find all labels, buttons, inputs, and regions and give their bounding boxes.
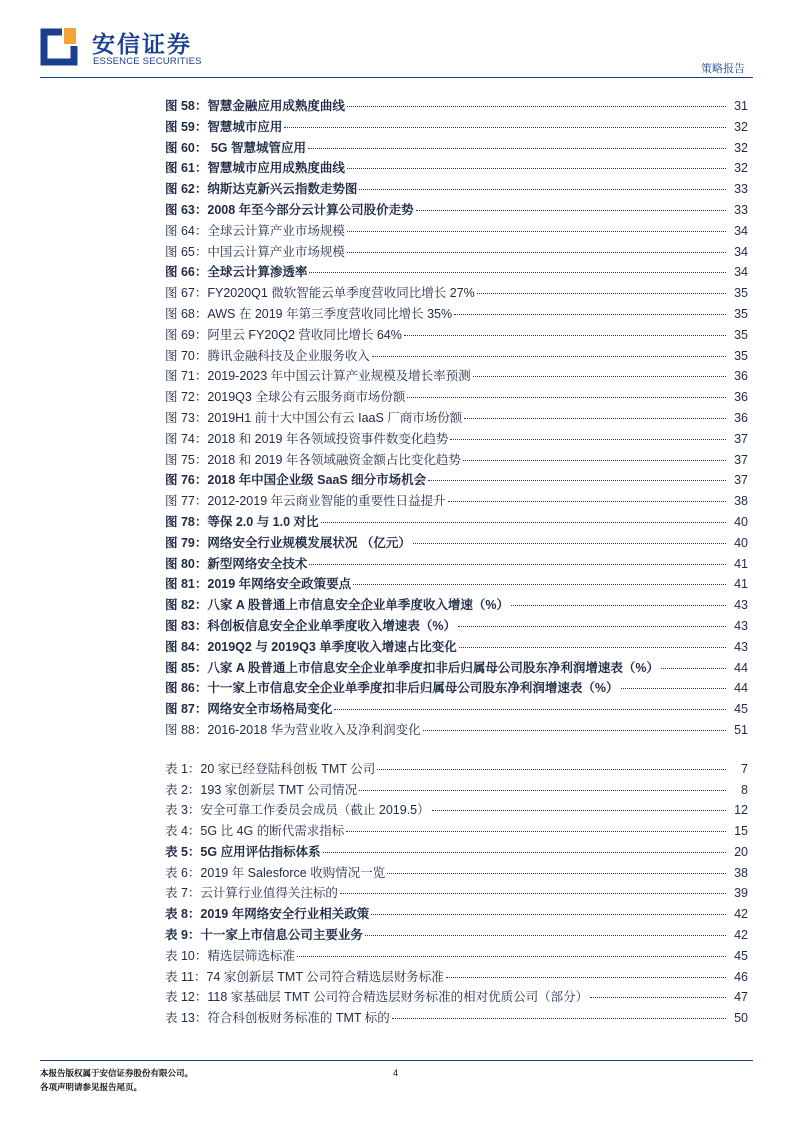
- figure-entry[interactable]: [165, 595, 748, 616]
- dot-leader: [387, 873, 726, 874]
- table-entry-label: 表 1：20 家已经登陆科创板 TMT 公司: [165, 761, 376, 776]
- table-entry-label: 表 2：193 家创新层 TMT 公司情况: [165, 782, 358, 797]
- figure-entry-label: 图 86：十一家上市信息安全企业单季度扣非后归属母公司股东净利润增速表（%）: [165, 681, 619, 696]
- figure-entry-page: 40: [734, 514, 748, 529]
- figure-entry-label: 图 77：2012-2019 年云商业智能的重要性日益提升: [165, 494, 446, 509]
- dot-leader: [428, 480, 726, 481]
- figure-entry-label: 图 63：2008 年至今部分云计算公司股价走势: [165, 202, 414, 217]
- figure-entry-page: 43: [734, 618, 748, 633]
- table-entry-page: 39: [734, 886, 748, 901]
- dot-leader: [377, 769, 726, 770]
- figure-entry[interactable]: [165, 200, 748, 221]
- dot-leader: [416, 210, 726, 211]
- table-entry-page: 8: [741, 782, 748, 797]
- figure-entry[interactable]: [165, 221, 748, 242]
- figure-entry-page: 35: [734, 348, 748, 363]
- figure-entry-page: 32: [734, 140, 748, 155]
- figure-entry-label: 图 59：智慧城市应用: [165, 119, 283, 134]
- dot-leader: [448, 501, 726, 502]
- table-entry-page: 45: [734, 948, 748, 963]
- table-entry-page: 20: [734, 844, 748, 859]
- figure-entry[interactable]: [165, 574, 748, 595]
- figure-entry-label: 图 64：全球云计算产业市场规模: [165, 223, 345, 238]
- table-entry-page: 42: [734, 907, 748, 922]
- table-entry-page: 38: [734, 865, 748, 880]
- figure-entry[interactable]: [165, 658, 748, 679]
- dot-leader: [392, 1018, 726, 1019]
- figure-entry-page: 37: [734, 431, 748, 446]
- dot-leader: [347, 106, 726, 107]
- dot-leader: [353, 584, 726, 585]
- table-entry[interactable]: [165, 883, 748, 904]
- dot-leader: [621, 688, 727, 689]
- figure-entry[interactable]: [165, 325, 748, 346]
- table-entry-label: 表 13：符合科创板财务标准的 TMT 标的: [165, 1011, 390, 1026]
- figure-entry-label: 图 65：中国云计算产业市场规模: [165, 244, 345, 259]
- dot-leader: [308, 148, 726, 149]
- dot-leader: [590, 997, 726, 998]
- figure-entry[interactable]: [165, 429, 748, 450]
- dot-leader: [404, 335, 726, 336]
- dot-leader: [372, 356, 726, 357]
- table-entry[interactable]: [165, 842, 748, 863]
- figure-entry[interactable]: [165, 242, 748, 263]
- table-entry-page: 42: [734, 928, 748, 943]
- figure-entry-label: 图 61：智慧城市应用成熟度曲线: [165, 161, 345, 176]
- report-type-label: 策略报告: [701, 63, 745, 75]
- figure-entry-page: 35: [734, 306, 748, 321]
- table-entry-page: 46: [734, 969, 748, 984]
- table-entry[interactable]: [165, 780, 748, 801]
- dot-leader: [309, 272, 726, 273]
- table-entry-page: 47: [734, 990, 748, 1005]
- figure-entry-page: 36: [734, 390, 748, 405]
- figure-entry-label: 图 76：2018 年中国企业级 SaaS 细分市场机会: [165, 473, 427, 488]
- figure-entry-page: 34: [734, 223, 748, 238]
- copyright-disclaimer: [40, 1066, 193, 1094]
- dot-leader: [446, 977, 726, 978]
- figure-entry-label: 图 85：八家 A 股普通上市信息安全企业单季度扣非后归属母公司股东净利润增速表（%）: [165, 660, 660, 675]
- table-entry-label: 表 3：安全可靠工作委员会成员（截止 2019.5）: [165, 803, 430, 818]
- figure-entry[interactable]: [165, 512, 748, 533]
- dot-leader: [347, 252, 726, 253]
- dot-leader: [413, 543, 726, 544]
- table-entry-label: 表 9：十一家上市信息公司主要业务: [165, 928, 363, 943]
- figure-entry-label: 图 87：网络安全市场格局变化: [165, 702, 333, 717]
- figure-entry[interactable]: [165, 408, 748, 429]
- figure-entry-label: 图 62：纳斯达克新兴云指数走势图: [165, 182, 358, 197]
- figure-entry-label: 图 78：等保 2.0 与 1.0 对比: [165, 514, 319, 529]
- dot-leader: [340, 893, 726, 894]
- dot-leader: [321, 522, 726, 523]
- disclaimer-line-2: 各项声明请参见报告尾页。: [40, 1082, 143, 1092]
- table-entry-label: 表 5：5G 应用评估指标体系: [165, 844, 321, 859]
- figure-entry[interactable]: [165, 533, 748, 554]
- dot-leader: [334, 709, 726, 710]
- figure-entry-page: 33: [734, 202, 748, 217]
- table-entry-page: 15: [734, 824, 748, 839]
- figure-entry-label: 图 66：全球云计算渗透率: [165, 265, 308, 280]
- dot-leader: [432, 810, 726, 811]
- essence-logo-icon: [40, 26, 80, 68]
- figure-entry-label: 图 81：2019 年网络安全政策要点: [165, 577, 352, 592]
- figure-entry-label: 图 58：智慧金融应用成熟度曲线: [165, 99, 345, 113]
- table-entry-label: 表 11：74 家创新层 TMT 公司符合精选层财务标准: [165, 969, 444, 984]
- dot-leader: [423, 730, 726, 731]
- figure-entry-page: 36: [734, 410, 748, 425]
- dot-leader: [661, 668, 726, 669]
- table-entry-label: 表 12：118 家基础层 TMT 公司符合精选层财务标准的相对优质公司（部分）: [165, 990, 589, 1005]
- table-entry-label: 表 10：精选层筛选标准: [165, 948, 295, 963]
- table-entry[interactable]: [165, 946, 748, 967]
- table-entry[interactable]: [165, 800, 748, 821]
- figure-entry[interactable]: [165, 346, 748, 367]
- figure-entry[interactable]: [165, 678, 748, 699]
- figure-entry-page: 31: [734, 99, 748, 113]
- dot-leader: [511, 605, 726, 606]
- figure-entry[interactable]: [165, 304, 748, 325]
- figure-entry[interactable]: [165, 554, 748, 575]
- figure-entry-page: 37: [734, 473, 748, 488]
- table-entry-page: 7: [741, 761, 748, 776]
- figure-entry-label: 图 71：2019-2023 年中国云计算产业规模及增长率预测: [165, 369, 471, 384]
- figure-entry-page: 41: [734, 577, 748, 592]
- figure-entry[interactable]: [165, 470, 748, 491]
- brand-name-en: ESSENCE SECURITIES: [93, 56, 202, 67]
- page-number: 4: [393, 1068, 399, 1078]
- figure-entry[interactable]: [165, 96, 748, 117]
- dot-leader: [359, 189, 726, 190]
- figure-entry-page: 45: [734, 702, 748, 717]
- table-entry[interactable]: [165, 759, 748, 780]
- figure-entry[interactable]: [165, 720, 748, 741]
- dot-leader: [297, 956, 726, 957]
- figure-entry-label: 图 84：2019Q2 与 2019Q3 单季度收入增速占比变化: [165, 639, 457, 654]
- dot-leader: [463, 460, 726, 461]
- disclaimer-line-1: 本报告版权属于安信证券股份有限公司。: [40, 1068, 194, 1078]
- figure-entry-label: 图 79：网络安全行业规模发展状况 （亿元）: [165, 535, 411, 550]
- figure-entry-label: 图 73：2019H1 前十大中国公有云 IaaS 厂商市场份额: [165, 410, 463, 425]
- figure-entry[interactable]: [165, 491, 748, 512]
- figure-entry[interactable]: [165, 387, 748, 408]
- figure-entry-page: 37: [734, 452, 748, 467]
- figure-entry-page: 43: [734, 639, 748, 654]
- dot-leader: [365, 935, 726, 936]
- dot-leader: [309, 564, 726, 565]
- figure-entry[interactable]: [165, 138, 748, 159]
- dot-leader: [346, 831, 726, 832]
- figure-entry[interactable]: [165, 450, 748, 471]
- page-header: [0, 0, 793, 80]
- figure-entry-label: 图 70：腾讯金融科技及企业服务收入: [165, 348, 370, 363]
- table-entry-label: 表 7：云计算行业值得关注标的: [165, 886, 338, 901]
- footer-divider: [40, 1060, 753, 1061]
- dot-leader: [347, 168, 726, 169]
- figure-entry[interactable]: [165, 283, 748, 304]
- figure-entry-page: 43: [734, 598, 748, 613]
- dot-leader: [347, 231, 726, 232]
- figure-entry-page: 32: [734, 161, 748, 176]
- figure-entry-page: 51: [734, 722, 748, 737]
- table-entry[interactable]: [165, 863, 748, 884]
- figure-entry-page: 44: [734, 681, 748, 696]
- figure-entry-page: 36: [734, 369, 748, 384]
- dot-leader: [323, 852, 726, 853]
- table-entry[interactable]: [165, 987, 748, 1008]
- figure-entry[interactable]: [165, 179, 748, 200]
- table-entry-label: 表 6：2019 年 Salesforce 收购情况一览: [165, 865, 386, 880]
- figure-entry[interactable]: [165, 262, 748, 283]
- table-entry-page: 12: [734, 803, 748, 818]
- figure-entry-label: 图 75：2018 和 2019 年各领域融资金额占比变化趋势: [165, 452, 461, 467]
- table-entry-page: 50: [734, 1011, 748, 1026]
- figure-entry-label: 图 60： 5G 智慧城管应用: [165, 140, 306, 155]
- figure-entry-page: 35: [734, 327, 748, 342]
- table-entry[interactable]: [165, 925, 748, 946]
- figure-entry-page: 41: [734, 556, 748, 571]
- dot-leader: [407, 397, 726, 398]
- figure-entry-page: 35: [734, 286, 748, 301]
- table-of-contents: [165, 96, 748, 1029]
- brand-name-cn: 安信证券: [92, 31, 192, 57]
- header-divider: [40, 77, 753, 78]
- figure-entry-page: 34: [734, 244, 748, 259]
- dot-leader: [473, 376, 726, 377]
- figure-entry[interactable]: [165, 117, 748, 138]
- dot-leader: [359, 790, 726, 791]
- figure-entry-label: 图 82：八家 A 股普通上市信息安全企业单季度收入增速（%）: [165, 598, 510, 613]
- figure-entry-label: 图 67：FY2020Q1 微软智能云单季度营收同比增长 27%: [165, 286, 475, 301]
- table-entry-label: 表 4：5G 比 4G 的断代需求指标: [165, 824, 345, 839]
- table-entry-label: 表 8：2019 年网络安全行业相关政策: [165, 907, 370, 922]
- figure-entry-page: 38: [734, 494, 748, 509]
- figure-entry-page: 34: [734, 265, 748, 280]
- dot-leader: [454, 314, 726, 315]
- figure-entry-page: 40: [734, 535, 748, 550]
- figure-entry-label: 图 83：科创板信息安全企业单季度收入增速表（%）: [165, 618, 456, 633]
- figure-entry-label: 图 74：2018 和 2019 年各领域投资事件数变化趋势: [165, 431, 449, 446]
- table-entry[interactable]: [165, 821, 748, 842]
- dot-leader: [450, 439, 726, 440]
- figure-entry-page: 32: [734, 119, 748, 134]
- table-entry[interactable]: [165, 967, 748, 988]
- dot-leader: [284, 127, 726, 128]
- figure-entry-label: 图 68：AWS 在 2019 年第三季度营收同比增长 35%: [165, 306, 453, 321]
- figure-entry[interactable]: [165, 699, 748, 720]
- figure-entry-page: 33: [734, 182, 748, 197]
- figure-entry-label: 图 69：阿里云 FY20Q2 营收同比增长 64%: [165, 327, 402, 342]
- figure-entry[interactable]: [165, 366, 748, 387]
- figure-entry-label: 图 88：2016-2018 华为营业收入及净利润变化: [165, 722, 421, 737]
- figure-entry-page: 44: [734, 660, 748, 675]
- figure-list: [165, 96, 748, 741]
- dot-leader: [477, 293, 726, 294]
- dot-leader: [464, 418, 726, 419]
- figure-entry[interactable]: [165, 616, 748, 637]
- figure-entry-label: 图 80：新型网络安全技术: [165, 556, 308, 571]
- figure-entry[interactable]: [165, 158, 748, 179]
- dot-leader: [371, 914, 726, 915]
- table-entry[interactable]: [165, 904, 748, 925]
- figure-entry[interactable]: [165, 637, 748, 658]
- dot-leader: [459, 647, 726, 648]
- table-list: [165, 759, 748, 1029]
- figure-entry-label: 图 72：2019Q3 全球公有云服务商市场份额: [165, 390, 406, 405]
- table-entry[interactable]: [165, 1008, 748, 1029]
- list-spacer: [165, 741, 748, 759]
- dot-leader: [458, 626, 726, 627]
